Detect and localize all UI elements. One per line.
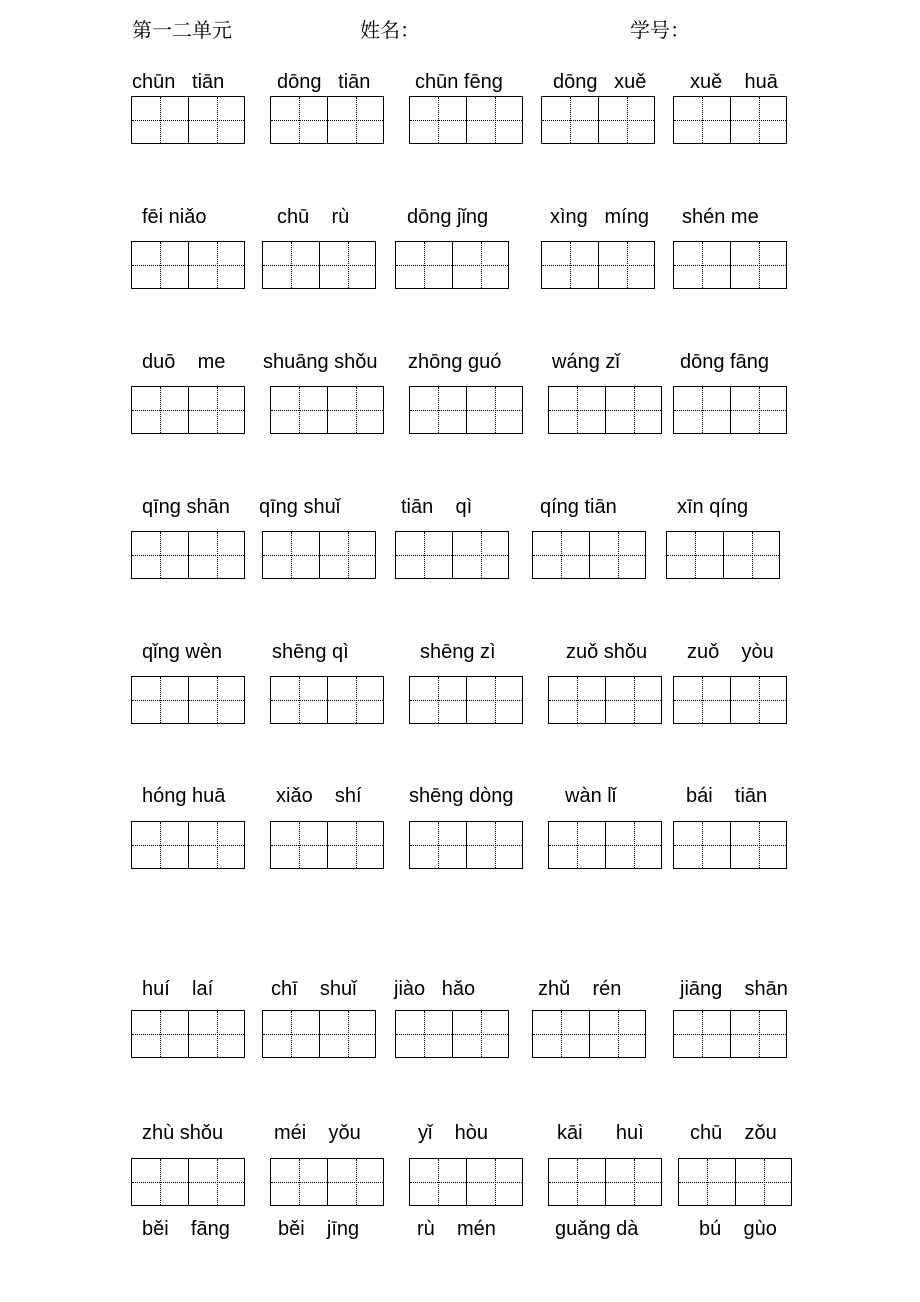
tianzige-writing-box[interactable] <box>131 531 245 579</box>
writing-cell[interactable] <box>132 677 188 723</box>
writing-cell[interactable] <box>533 1011 589 1057</box>
writing-cell[interactable] <box>132 387 188 433</box>
pinyin-label: qíng tiān <box>540 496 617 518</box>
writing-cell[interactable] <box>452 532 508 578</box>
writing-cell[interactable] <box>271 1159 327 1205</box>
writing-cell[interactable] <box>263 242 319 288</box>
writing-cell[interactable] <box>188 677 244 723</box>
writing-cell[interactable] <box>466 387 522 433</box>
tianzige-writing-box[interactable] <box>541 96 655 144</box>
pinyin-label: qǐng wèn <box>142 641 223 663</box>
tianzige-writing-box[interactable] <box>270 386 384 434</box>
writing-cell[interactable] <box>263 1011 319 1057</box>
tianzige-writing-box[interactable] <box>131 676 245 724</box>
tianzige-writing-box[interactable] <box>270 821 384 869</box>
tianzige-writing-box[interactable] <box>262 531 376 579</box>
pinyin-label: méi yǒu <box>274 1122 361 1144</box>
writing-cell[interactable] <box>605 387 661 433</box>
student-id-label: 学号： <box>630 18 690 42</box>
pinyin-label: chūn tiān <box>132 71 225 93</box>
tianzige-writing-box[interactable] <box>395 241 509 289</box>
writing-cell[interactable] <box>549 822 605 868</box>
writing-cell[interactable] <box>598 97 654 143</box>
writing-cell[interactable] <box>598 242 654 288</box>
tianzige-writing-box[interactable] <box>541 241 655 289</box>
writing-cell[interactable] <box>735 1159 791 1205</box>
tianzige-writing-box[interactable] <box>270 676 384 724</box>
writing-cell[interactable] <box>396 1011 452 1057</box>
writing-cell[interactable] <box>327 97 383 143</box>
writing-cell[interactable] <box>132 242 188 288</box>
pinyin-label: fēi niǎo <box>142 206 207 228</box>
pinyin-label: qīng shān <box>142 496 230 518</box>
writing-cell[interactable] <box>410 1159 466 1205</box>
writing-cell[interactable] <box>188 1011 244 1057</box>
writing-cell[interactable] <box>327 822 383 868</box>
pinyin-label: guǎng dà <box>555 1218 639 1240</box>
writing-cell[interactable] <box>723 532 779 578</box>
writing-cell[interactable] <box>188 532 244 578</box>
tianzige-writing-box[interactable] <box>395 1010 509 1058</box>
writing-cell[interactable] <box>549 677 605 723</box>
writing-cell[interactable] <box>132 1159 188 1205</box>
tianzige-writing-box[interactable] <box>262 1010 376 1058</box>
writing-cell[interactable] <box>271 677 327 723</box>
writing-cell[interactable] <box>589 532 645 578</box>
pinyin-label: shēng zì <box>420 641 496 663</box>
pinyin-label: duō me <box>142 351 226 373</box>
pinyin-label: shuāng shǒu <box>263 351 378 373</box>
writing-cell[interactable] <box>589 1011 645 1057</box>
tianzige-writing-box[interactable] <box>270 1158 384 1206</box>
pinyin-label: xìng míng <box>550 206 649 228</box>
writing-cell[interactable] <box>396 532 452 578</box>
writing-cell[interactable] <box>674 822 730 868</box>
pinyin-label: huí laí <box>142 978 214 1000</box>
pinyin-label: bú gùo <box>699 1218 777 1240</box>
writing-cell[interactable] <box>730 822 786 868</box>
writing-cell[interactable] <box>410 97 466 143</box>
pinyin-label: dōng xuě <box>553 71 647 93</box>
pinyin-label: zhǔ rén <box>538 978 622 1000</box>
tianzige-writing-box[interactable] <box>262 241 376 289</box>
tianzige-writing-box[interactable] <box>409 1158 523 1206</box>
tianzige-writing-box[interactable] <box>131 1158 245 1206</box>
tianzige-writing-box[interactable] <box>673 241 787 289</box>
writing-cell[interactable] <box>674 1011 730 1057</box>
pinyin-label: xuě huā <box>690 71 778 93</box>
writing-cell[interactable] <box>132 1011 188 1057</box>
writing-cell[interactable] <box>410 822 466 868</box>
pinyin-label: chūn fēng <box>415 71 503 93</box>
writing-cell[interactable] <box>674 97 730 143</box>
pinyin-label: běi jīng <box>278 1218 360 1240</box>
pinyin-label: xīn qíng <box>677 496 749 518</box>
tianzige-writing-box[interactable] <box>409 821 523 869</box>
writing-cell[interactable] <box>327 677 383 723</box>
tianzige-writing-box[interactable] <box>409 96 523 144</box>
pinyin-label: kāi huì <box>557 1122 644 1144</box>
writing-cell[interactable] <box>674 242 730 288</box>
writing-cell[interactable] <box>730 242 786 288</box>
tianzige-writing-box[interactable] <box>673 96 787 144</box>
writing-cell[interactable] <box>542 97 598 143</box>
tianzige-writing-box[interactable] <box>270 96 384 144</box>
unit-title: 第一二单元 <box>132 18 232 42</box>
tianzige-writing-box[interactable] <box>532 531 646 579</box>
pinyin-label: dōng fāng <box>680 351 769 373</box>
pinyin-label: zhù shǒu <box>142 1122 224 1144</box>
tianzige-writing-box[interactable] <box>131 96 245 144</box>
writing-cell[interactable] <box>327 1159 383 1205</box>
writing-cell[interactable] <box>410 387 466 433</box>
tianzige-writing-box[interactable] <box>131 1010 245 1058</box>
pinyin-label: zuǒ yòu <box>687 641 774 663</box>
writing-cell[interactable] <box>466 97 522 143</box>
pinyin-label: qīng shuǐ <box>259 496 341 518</box>
writing-cell[interactable] <box>319 1011 375 1057</box>
name-label: 姓名： <box>360 18 420 42</box>
tianzige-writing-box[interactable] <box>666 531 780 579</box>
writing-cell[interactable] <box>410 677 466 723</box>
writing-cell[interactable] <box>188 242 244 288</box>
writing-cell[interactable] <box>730 1011 786 1057</box>
writing-cell[interactable] <box>271 387 327 433</box>
writing-cell[interactable] <box>549 1159 605 1205</box>
writing-cell[interactable] <box>188 822 244 868</box>
writing-cell[interactable] <box>730 97 786 143</box>
tianzige-writing-box[interactable] <box>678 1158 792 1206</box>
tianzige-writing-box[interactable] <box>532 1010 646 1058</box>
pinyin-label: zuǒ shǒu <box>566 641 648 663</box>
writing-cell[interactable] <box>132 532 188 578</box>
pinyin-label: rù mén <box>417 1218 496 1240</box>
writing-cell[interactable] <box>188 387 244 433</box>
tianzige-writing-box[interactable] <box>395 531 509 579</box>
tianzige-writing-box[interactable] <box>409 386 523 434</box>
pinyin-label: tiān qì <box>401 496 473 518</box>
pinyin-label: dōng tiān <box>277 71 371 93</box>
pinyin-label: yǐ hòu <box>418 1122 489 1144</box>
tianzige-writing-box[interactable] <box>131 821 245 869</box>
pinyin-label: jiào hǎo <box>394 978 476 1000</box>
pinyin-label: xiǎo shí <box>276 785 362 807</box>
writing-cell[interactable] <box>542 242 598 288</box>
writing-cell[interactable] <box>466 677 522 723</box>
pinyin-label: shén me <box>682 206 759 228</box>
tianzige-writing-box[interactable] <box>131 386 245 434</box>
tianzige-writing-box[interactable] <box>409 676 523 724</box>
writing-cell[interactable] <box>730 387 786 433</box>
writing-cell[interactable] <box>188 1159 244 1205</box>
pinyin-label: zhōng guó <box>408 351 502 373</box>
writing-cell[interactable] <box>605 822 661 868</box>
writing-cell[interactable] <box>132 822 188 868</box>
writing-cell[interactable] <box>452 242 508 288</box>
writing-cell[interactable] <box>396 242 452 288</box>
writing-cell[interactable] <box>674 387 730 433</box>
writing-cell[interactable] <box>549 387 605 433</box>
tianzige-writing-box[interactable] <box>548 821 662 869</box>
writing-cell[interactable] <box>327 387 383 433</box>
tianzige-writing-box[interactable] <box>131 241 245 289</box>
tianzige-writing-box[interactable] <box>548 1158 662 1206</box>
tianzige-writing-box[interactable] <box>673 386 787 434</box>
tianzige-writing-box[interactable] <box>673 1010 787 1058</box>
writing-cell[interactable] <box>730 677 786 723</box>
writing-cell[interactable] <box>188 97 244 143</box>
pinyin-label: chī shuǐ <box>271 978 357 1000</box>
pinyin-label: wáng zǐ <box>552 351 620 373</box>
writing-cell[interactable] <box>605 677 661 723</box>
writing-cell[interactable] <box>679 1159 735 1205</box>
writing-cell[interactable] <box>319 532 375 578</box>
pinyin-label: chū rù <box>277 206 350 228</box>
pinyin-label: jiāng shān <box>680 978 788 1000</box>
tianzige-writing-box[interactable] <box>548 676 662 724</box>
pinyin-label: běi fāng <box>142 1218 230 1240</box>
pinyin-label: wàn lǐ <box>565 785 617 807</box>
tianzige-writing-box[interactable] <box>673 676 787 724</box>
writing-cell[interactable] <box>319 242 375 288</box>
tianzige-writing-box[interactable] <box>548 386 662 434</box>
writing-cell[interactable] <box>605 1159 661 1205</box>
writing-cell[interactable] <box>271 822 327 868</box>
writing-cell[interactable] <box>132 97 188 143</box>
writing-cell[interactable] <box>533 532 589 578</box>
tianzige-writing-box[interactable] <box>673 821 787 869</box>
pinyin-label: hóng huā <box>142 785 226 807</box>
pinyin-label: shēng qì <box>272 641 349 663</box>
writing-cell[interactable] <box>466 822 522 868</box>
pinyin-label: bái tiān <box>686 785 768 807</box>
writing-cell[interactable] <box>674 677 730 723</box>
pinyin-label: shēng dòng <box>409 785 514 807</box>
writing-cell[interactable] <box>667 532 723 578</box>
pinyin-label: chū zǒu <box>690 1122 777 1144</box>
writing-cell[interactable] <box>452 1011 508 1057</box>
writing-cell[interactable] <box>263 532 319 578</box>
writing-cell[interactable] <box>271 97 327 143</box>
pinyin-label: dōng jǐng <box>407 206 489 228</box>
writing-cell[interactable] <box>466 1159 522 1205</box>
